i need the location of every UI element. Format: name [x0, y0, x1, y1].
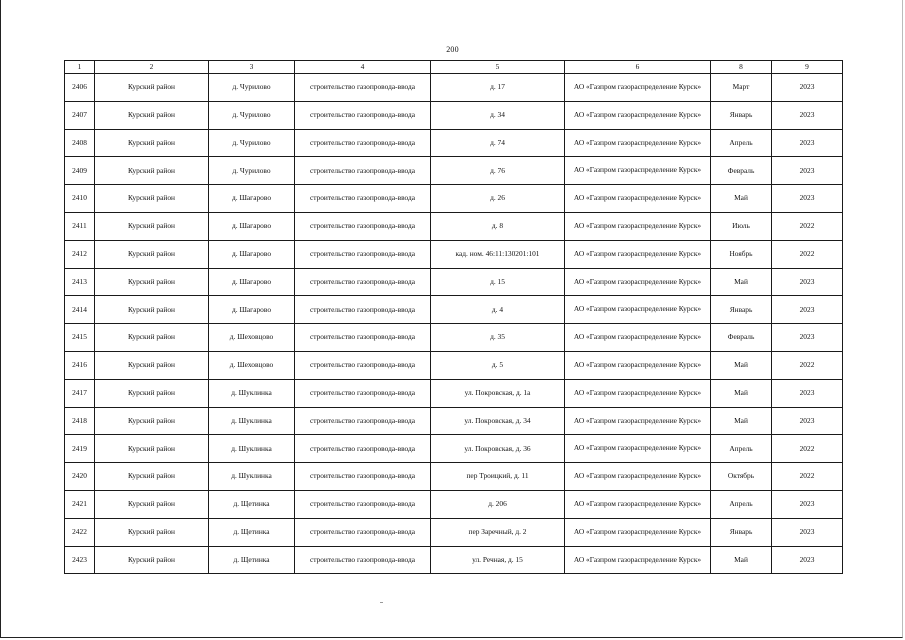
header-cell: 2 [95, 61, 209, 74]
page-number: 200 [446, 45, 459, 54]
year-cell: 2022 [772, 240, 843, 268]
district-cell: Курский район [95, 74, 209, 102]
month-cell: Июль [711, 212, 772, 240]
settlement-cell: д. Шеховцово [209, 324, 295, 352]
settlement-cell: д. Чурилово [209, 157, 295, 185]
organization-cell: АО «Газпром газораспределение Курск» [565, 268, 711, 296]
organization-cell: АО «Газпром газораспределение Курск» [565, 518, 711, 546]
month-cell: Апрель [711, 490, 772, 518]
organization-cell: АО «Газпром газораспределение Курск» [565, 74, 711, 102]
district-cell: Курский район [95, 157, 209, 185]
settlement-cell: д. Шагарово [209, 296, 295, 324]
month-cell: Май [711, 351, 772, 379]
table-row [65, 296, 843, 324]
year-cell: 2023 [772, 74, 843, 102]
work-type-cell: строительство газопровода-ввода [295, 129, 431, 157]
gas-pipeline-table [64, 60, 843, 574]
month-cell: Ноябрь [711, 240, 772, 268]
header-cell: 1 [65, 61, 95, 74]
settlement-cell: д. Шуклинка [209, 463, 295, 491]
address-cell: ул. Речная, д. 15 [431, 546, 565, 574]
scan-artifact [380, 602, 383, 603]
district-cell: Курский район [95, 379, 209, 407]
year-cell: 2022 [772, 351, 843, 379]
year-cell: 2023 [772, 407, 843, 435]
settlement-cell: д. Шеховцово [209, 351, 295, 379]
row-number-cell: 2406 [65, 74, 95, 102]
table-row [65, 546, 843, 574]
organization-cell: АО «Газпром газораспределение Курск» [565, 351, 711, 379]
row-number-cell: 2422 [65, 518, 95, 546]
address-cell: пер Троицкий, д. 11 [431, 463, 565, 491]
row-number-cell: 2413 [65, 268, 95, 296]
work-type-cell: строительство газопровода-ввода [295, 490, 431, 518]
row-number-cell: 2423 [65, 546, 95, 574]
district-cell: Курский район [95, 463, 209, 491]
year-cell: 2023 [772, 518, 843, 546]
year-cell: 2022 [772, 463, 843, 491]
year-cell: 2023 [772, 490, 843, 518]
table-row [65, 435, 843, 463]
row-number-cell: 2415 [65, 324, 95, 352]
work-type-cell: строительство газопровода-ввода [295, 518, 431, 546]
organization-cell: АО «Газпром газораспределение Курск» [565, 463, 711, 491]
address-cell: д. 76 [431, 157, 565, 185]
month-cell: Май [711, 185, 772, 213]
district-cell: Курский район [95, 296, 209, 324]
address-cell: д. 26 [431, 185, 565, 213]
header-cell: 8 [711, 61, 772, 74]
work-type-cell: строительство газопровода-ввода [295, 407, 431, 435]
settlement-cell: д. Шуклинка [209, 407, 295, 435]
address-cell: ул. Покровская, д. 34 [431, 407, 565, 435]
year-cell: 2023 [772, 379, 843, 407]
organization-cell: АО «Газпром газораспределение Курск» [565, 379, 711, 407]
row-number-cell: 2414 [65, 296, 95, 324]
table-row [65, 212, 843, 240]
district-cell: Курский район [95, 129, 209, 157]
work-type-cell: строительство газопровода-ввода [295, 435, 431, 463]
month-cell: Февраль [711, 324, 772, 352]
work-type-cell: строительство газопровода-ввода [295, 463, 431, 491]
district-cell: Курский район [95, 518, 209, 546]
table-row [65, 268, 843, 296]
month-cell: Май [711, 407, 772, 435]
organization-cell: АО «Газпром газораспределение Курск» [565, 157, 711, 185]
row-number-cell: 2419 [65, 435, 95, 463]
row-number-cell: 2410 [65, 185, 95, 213]
month-cell: Май [711, 546, 772, 574]
month-cell: Январь [711, 518, 772, 546]
address-cell: д. 8 [431, 212, 565, 240]
month-cell: Февраль [711, 157, 772, 185]
table-row [65, 518, 843, 546]
work-type-cell: строительство газопровода-ввода [295, 324, 431, 352]
district-cell: Курский район [95, 490, 209, 518]
work-type-cell: строительство газопровода-ввода [295, 351, 431, 379]
month-cell: Январь [711, 296, 772, 324]
year-cell: 2023 [772, 546, 843, 574]
district-cell: Курский район [95, 185, 209, 213]
table-row [65, 129, 843, 157]
district-cell: Курский район [95, 351, 209, 379]
year-cell: 2023 [772, 268, 843, 296]
address-cell: ул. Покровская, д. 1а [431, 379, 565, 407]
organization-cell: АО «Газпром газораспределение Курск» [565, 212, 711, 240]
address-cell: д. 206 [431, 490, 565, 518]
organization-cell: АО «Газпром газораспределение Курск» [565, 490, 711, 518]
row-number-cell: 2409 [65, 157, 95, 185]
settlement-cell: д. Щетинка [209, 546, 295, 574]
header-cell: 5 [431, 61, 565, 74]
address-cell: д. 34 [431, 101, 565, 129]
settlement-cell: д. Щетинка [209, 518, 295, 546]
settlement-cell: д. Чурилово [209, 101, 295, 129]
table-row [65, 463, 843, 491]
header-cell: 6 [565, 61, 711, 74]
work-type-cell: строительство газопровода-ввода [295, 296, 431, 324]
organization-cell: АО «Газпром газораспределение Курск» [565, 185, 711, 213]
row-number-cell: 2418 [65, 407, 95, 435]
settlement-cell: д. Шуклинка [209, 435, 295, 463]
month-cell: Апрель [711, 129, 772, 157]
table-row [65, 490, 843, 518]
year-cell: 2023 [772, 157, 843, 185]
month-cell: Апрель [711, 435, 772, 463]
year-cell: 2023 [772, 324, 843, 352]
settlement-cell: д. Шагарово [209, 240, 295, 268]
organization-cell: АО «Газпром газораспределение Курск» [565, 324, 711, 352]
month-cell: Март [711, 74, 772, 102]
row-number-cell: 2416 [65, 351, 95, 379]
row-number-cell: 2420 [65, 463, 95, 491]
year-cell: 2022 [772, 435, 843, 463]
settlement-cell: д. Чурилово [209, 74, 295, 102]
organization-cell: АО «Газпром газораспределение Курск» [565, 435, 711, 463]
table-header-row [65, 61, 843, 74]
settlement-cell: д. Шагарово [209, 268, 295, 296]
organization-cell: АО «Газпром газораспределение Курск» [565, 296, 711, 324]
address-cell: д. 17 [431, 74, 565, 102]
work-type-cell: строительство газопровода-ввода [295, 240, 431, 268]
district-cell: Курский район [95, 435, 209, 463]
table-row [65, 379, 843, 407]
district-cell: Курский район [95, 101, 209, 129]
settlement-cell: д. Шагарово [209, 212, 295, 240]
header-cell: 9 [772, 61, 843, 74]
work-type-cell: строительство газопровода-ввода [295, 379, 431, 407]
organization-cell: АО «Газпром газораспределение Курск» [565, 101, 711, 129]
address-cell: кад. ном. 46:11:130201:101 [431, 240, 565, 268]
address-cell: д. 4 [431, 296, 565, 324]
address-cell: д. 35 [431, 324, 565, 352]
header-cell: 4 [295, 61, 431, 74]
table-row [65, 407, 843, 435]
settlement-cell: д. Щетинка [209, 490, 295, 518]
row-number-cell: 2412 [65, 240, 95, 268]
row-number-cell: 2407 [65, 101, 95, 129]
month-cell: Январь [711, 101, 772, 129]
work-type-cell: строительство газопровода-ввода [295, 185, 431, 213]
row-number-cell: 2411 [65, 212, 95, 240]
month-cell: Октябрь [711, 463, 772, 491]
organization-cell: АО «Газпром газораспределение Курск» [565, 546, 711, 574]
work-type-cell: строительство газопровода-ввода [295, 212, 431, 240]
work-type-cell: строительство газопровода-ввода [295, 157, 431, 185]
organization-cell: АО «Газпром газораспределение Курск» [565, 240, 711, 268]
address-cell: д. 5 [431, 351, 565, 379]
year-cell: 2022 [772, 212, 843, 240]
year-cell: 2023 [772, 185, 843, 213]
work-type-cell: строительство газопровода-ввода [295, 268, 431, 296]
address-cell: д. 15 [431, 268, 565, 296]
year-cell: 2023 [772, 296, 843, 324]
table-row [65, 185, 843, 213]
district-cell: Курский район [95, 407, 209, 435]
year-cell: 2023 [772, 101, 843, 129]
district-cell: Курский район [95, 240, 209, 268]
table-row [65, 240, 843, 268]
month-cell: Май [711, 379, 772, 407]
organization-cell: АО «Газпром газораспределение Курск» [565, 129, 711, 157]
table-row [65, 101, 843, 129]
row-number-cell: 2421 [65, 490, 95, 518]
work-type-cell: строительство газопровода-ввода [295, 546, 431, 574]
district-cell: Курский район [95, 546, 209, 574]
table-body [65, 74, 843, 574]
month-cell: Май [711, 268, 772, 296]
organization-cell: АО «Газпром газораспределение Курск» [565, 407, 711, 435]
table-row [65, 157, 843, 185]
work-type-cell: строительство газопровода-ввода [295, 74, 431, 102]
settlement-cell: д. Шагарово [209, 185, 295, 213]
settlement-cell: д. Чурилово [209, 129, 295, 157]
table-row [65, 351, 843, 379]
year-cell: 2023 [772, 129, 843, 157]
address-cell: д. 74 [431, 129, 565, 157]
header-cell: 3 [209, 61, 295, 74]
address-cell: ул. Покровская, д. 36 [431, 435, 565, 463]
row-number-cell: 2408 [65, 129, 95, 157]
table-row [65, 324, 843, 352]
district-cell: Курский район [95, 212, 209, 240]
address-cell: пер Заречный, д. 2 [431, 518, 565, 546]
table-row [65, 74, 843, 102]
settlement-cell: д. Шуклинка [209, 379, 295, 407]
row-number-cell: 2417 [65, 379, 95, 407]
district-cell: Курский район [95, 268, 209, 296]
work-type-cell: строительство газопровода-ввода [295, 101, 431, 129]
district-cell: Курский район [95, 324, 209, 352]
